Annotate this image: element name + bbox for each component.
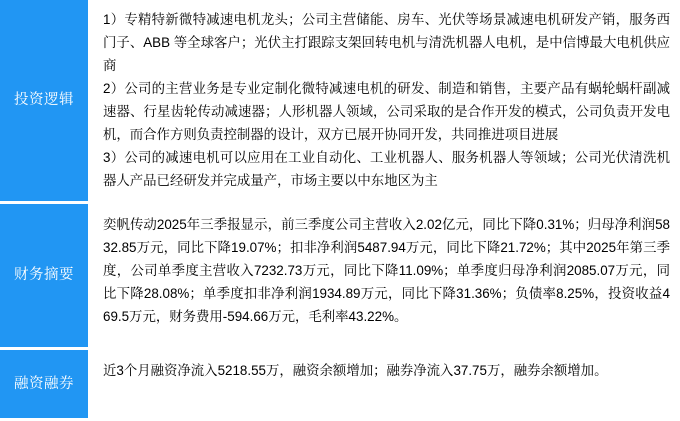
paragraph: 奕帆传动2025年三季报显示，前三季度公司主营收入2.02亿元，同比下降0.31%；归母净利润5832.85万元，同比下降19.07%；扣非净利润5487.94万元，同比下降21.72%；其中2025年第三季度，公司单季度主营收入7232.73万元，同比下降11.09%；单季度归母净利润2085.07万元，同比下降28.08%；单季度扣非净利润1934.89万元，同比下降31.36%；负债率8.25%，投资收益469.5万元，财务费用-594.66万元，毛利率43.22%。 <box>103 217 670 325</box>
paragraph: 2）公司的主营业务是专业定制化微特减速电机的研发、制造和销售，主要产品有蜗轮蜗杆副减速器、行星齿轮传动减速器；人形机器人领域，公司采取的是合作开发的模式，公司负责开发电机，而合作方则负责控制器的设计，双方已展开协同开发，共同推进项目进展 <box>103 81 670 143</box>
row-label-investment-logic: 投资逻辑 <box>0 0 88 201</box>
table-row <box>0 347 680 418</box>
row-content-margin-trading <box>88 350 680 418</box>
table-row <box>0 201 680 347</box>
paragraph: 近3个月融资净流入5218.55万，融资余额增加；融券净流入37.75万，融券余额增加。 <box>103 363 608 378</box>
table-row <box>0 0 680 201</box>
row-label-financial-summary: 财务摘要 <box>0 204 88 347</box>
paragraph: 1）专精特新微特减速电机龙头；公司主营储能、房车、光伏等场景减速电机研发产销，服务西门子、ABB 等全球客户；光伏主打跟踪支架回转电机与清洗机器人电机，是中信博最大电机供应商 <box>103 12 670 74</box>
row-content-financial-summary <box>88 204 680 347</box>
paragraph: 3）公司的减速电机可以应用在工业自动化、工业机器人、服务机器人等领域；公司光伏清洗机器人产品已经研发并完成量产，市场主要以中东地区为主 <box>103 150 670 189</box>
row-content-investment-logic <box>88 0 680 201</box>
row-label-margin-trading: 融资融券 <box>0 350 88 418</box>
